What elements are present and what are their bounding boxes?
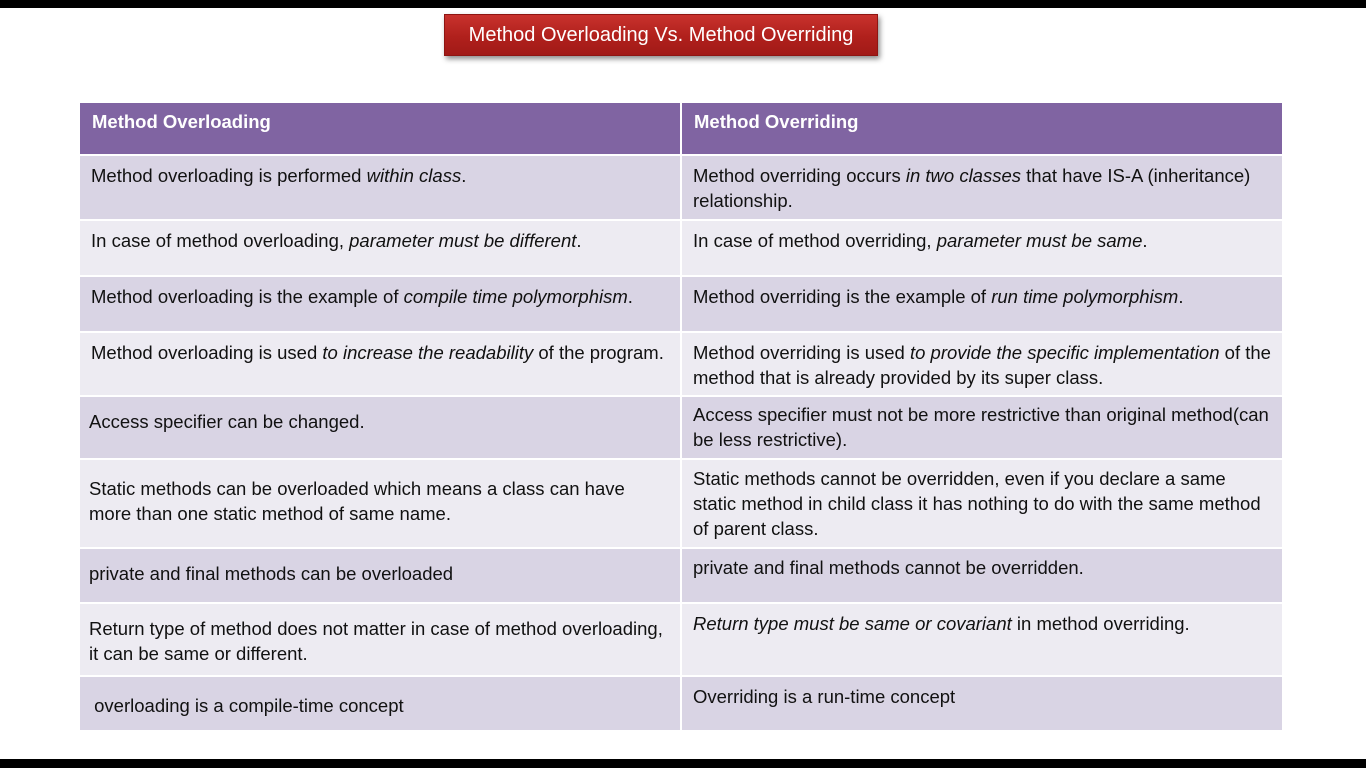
cell-text: overloading is a compile-time concept [89, 695, 404, 716]
emphasized-text: Return type must be same or covariant [693, 613, 1012, 634]
cell-text: of the program. [533, 342, 664, 363]
emphasized-text: to provide the specific implementation [909, 342, 1220, 363]
cell-text: . [461, 165, 467, 186]
cell-text: Method overriding is used [693, 342, 910, 363]
cell-text: Return type of method does not matter in case of method overloading, it can be same or different. [89, 618, 663, 664]
cell-text: Method overriding is the example of [693, 286, 992, 307]
overriding-cell [681, 276, 1283, 332]
overriding-cell [681, 155, 1283, 220]
emphasized-text: run time polymorphism [991, 286, 1179, 307]
overriding-cell [681, 220, 1283, 276]
table-row [79, 396, 1283, 459]
comparison-table [78, 101, 1284, 732]
overloading-cell [79, 459, 681, 548]
cell-text: private and final methods cannot be overridden. [693, 557, 1084, 578]
table-header-row [79, 102, 1283, 155]
cell-text: In case of method overloading, [91, 230, 350, 251]
overriding-cell [681, 603, 1283, 676]
emphasized-text: parameter must be different [349, 230, 577, 251]
cell-text: Access specifier can be changed. [89, 411, 365, 432]
table-row [79, 155, 1283, 220]
overloading-cell [79, 676, 681, 731]
cell-text: . [627, 286, 633, 307]
table-row [79, 276, 1283, 332]
table-row [79, 603, 1283, 676]
overloading-cell [79, 220, 681, 276]
cell-text: Static methods can be overloaded which means a class can have more than one static method of same name. [89, 478, 625, 524]
emphasized-text: in two classes [905, 165, 1022, 186]
emphasized-text: to increase the readability [322, 342, 534, 363]
table-row [79, 332, 1283, 396]
cell-text: of the method that is already provided by its super class. [693, 342, 1271, 388]
overloading-cell [79, 396, 681, 459]
cell-text: Static methods cannot be overridden, even if you declare a same static method in child class it has nothing to do with the same method of parent class. [693, 468, 1261, 539]
overriding-cell [681, 548, 1283, 603]
table-row [79, 459, 1283, 548]
overloading-cell [79, 603, 681, 676]
cell-text: in method overriding. [1011, 613, 1190, 634]
cell-text: In case of method overriding, [693, 230, 937, 251]
overriding-cell [681, 676, 1283, 731]
cell-text: Method overloading is the example of [91, 286, 404, 307]
cell-text: . [1142, 230, 1148, 251]
table-row [79, 676, 1283, 731]
emphasized-text: parameter must be same [936, 230, 1143, 251]
slide [0, 8, 1366, 759]
overloading-cell [79, 332, 681, 396]
overloading-cell [79, 548, 681, 603]
emphasized-text: within class [366, 165, 462, 186]
cell-text: . [1178, 286, 1184, 307]
cell-text: Method overloading is used [91, 342, 323, 363]
overloading-cell [79, 276, 681, 332]
cell-text: Method overloading is performed [91, 165, 367, 186]
cell-text: Method overriding occurs [693, 165, 906, 186]
table-row [79, 220, 1283, 276]
header-method-overloading: Method Overloading [79, 102, 681, 155]
overriding-cell [681, 396, 1283, 459]
cell-text: that have IS-A (inheritance) relationship. [693, 165, 1251, 211]
emphasized-text: compile time polymorphism [403, 286, 628, 307]
table-row [79, 548, 1283, 603]
cell-text: Overriding is a run-time concept [693, 686, 956, 707]
slide-title: Method Overloading Vs. Method Overriding [444, 14, 878, 56]
header-method-overriding: Method Overriding [681, 102, 1283, 155]
cell-text: private and final methods can be overloaded [89, 563, 454, 584]
cell-text: Access specifier must not be more restrictive than original method(can be less restrictive). [693, 404, 1269, 450]
overloading-cell [79, 155, 681, 220]
overriding-cell [681, 332, 1283, 396]
overriding-cell [681, 459, 1283, 548]
cell-text: . [576, 230, 582, 251]
